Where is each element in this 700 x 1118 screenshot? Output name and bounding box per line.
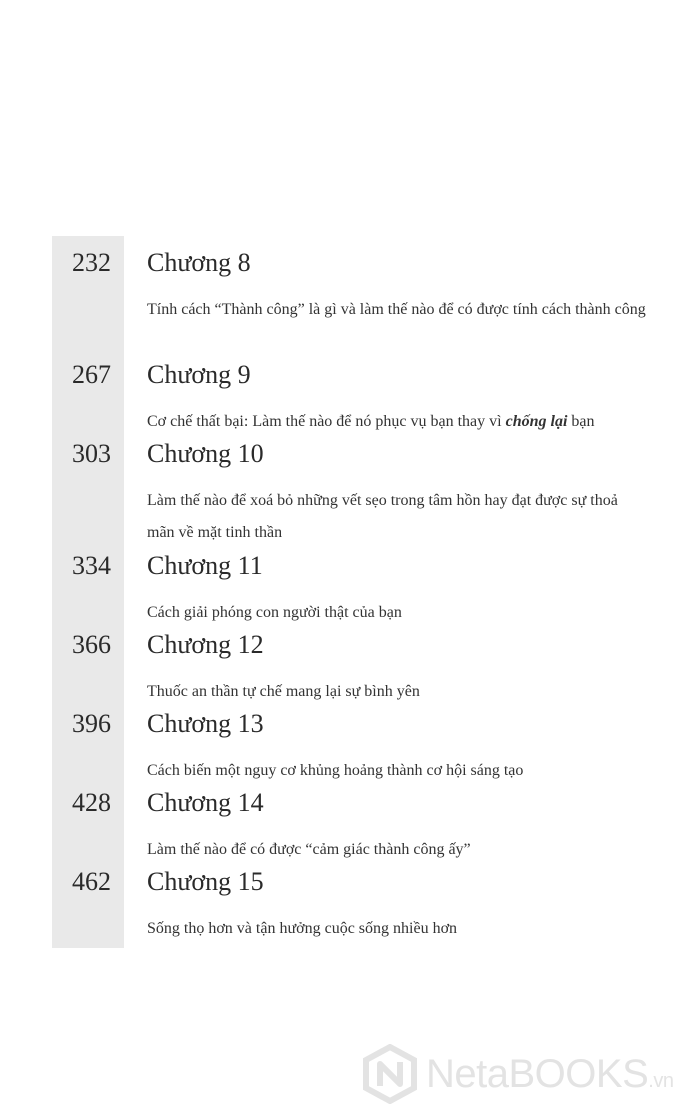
page-number: 232 bbox=[72, 248, 111, 277]
page-number: 396 bbox=[72, 709, 111, 738]
chapter-title: Chương 15 bbox=[147, 867, 264, 896]
chapter-title: Chương 11 bbox=[147, 551, 263, 580]
chapter-title: Chương 14 bbox=[147, 788, 264, 817]
chapter-description: Cách biến một nguy cơ khủng hoảng thành cơ hội sáng tạo bbox=[147, 762, 524, 779]
chapter-title: Chương 13 bbox=[147, 709, 264, 738]
description-emphasis: chống lại bbox=[505, 413, 568, 430]
chapter-description: Thuốc an thần tự chế mang lại sự bình yên bbox=[147, 683, 420, 700]
page-number: 462 bbox=[72, 867, 111, 896]
neta-logo-icon bbox=[362, 1044, 418, 1104]
chapter-title: Chương 9 bbox=[147, 360, 251, 389]
chapter-description: Sống thọ hơn và tận hưởng cuộc sống nhiều hơn bbox=[147, 920, 458, 937]
chapter-description bbox=[147, 406, 647, 438]
description-text-end: bạn bbox=[567, 413, 595, 430]
chapter-title: Chương 12 bbox=[147, 630, 264, 659]
page-number: 267 bbox=[72, 360, 111, 389]
chapter-title: Chương 8 bbox=[147, 248, 251, 277]
chapter-description: Tính cách “Thành công” là gì và làm thế nào để có được tính cách thành công bbox=[147, 301, 646, 318]
watermark-domain-suffix: .vn bbox=[648, 1070, 674, 1092]
page-number: 428 bbox=[72, 788, 111, 817]
page-number-column-band bbox=[52, 236, 124, 948]
page-number: 334 bbox=[72, 551, 111, 580]
page-number: 366 bbox=[72, 630, 111, 659]
chapter-description: Làm thế nào để xoá bỏ những vết sẹo trong tâm hồn hay đạt được sự thoả mãn về mặt tinh thần bbox=[147, 492, 618, 541]
watermark bbox=[362, 1044, 692, 1104]
table-of-contents bbox=[52, 236, 672, 948]
description-text: Cơ chế thất bại: Làm thế nào để nó phục vụ bạn thay vì bbox=[147, 413, 506, 430]
page-number: 303 bbox=[72, 439, 111, 468]
watermark-brand bbox=[426, 1050, 673, 1105]
chapter-description: Làm thế nào để có được “cảm giác thành công ấy” bbox=[147, 841, 471, 858]
watermark-brand-name: NetaBOOKS bbox=[426, 1052, 649, 1096]
chapter-title: Chương 10 bbox=[147, 439, 264, 468]
chapter-description: Cách giải phóng con người thật của bạn bbox=[147, 604, 402, 621]
